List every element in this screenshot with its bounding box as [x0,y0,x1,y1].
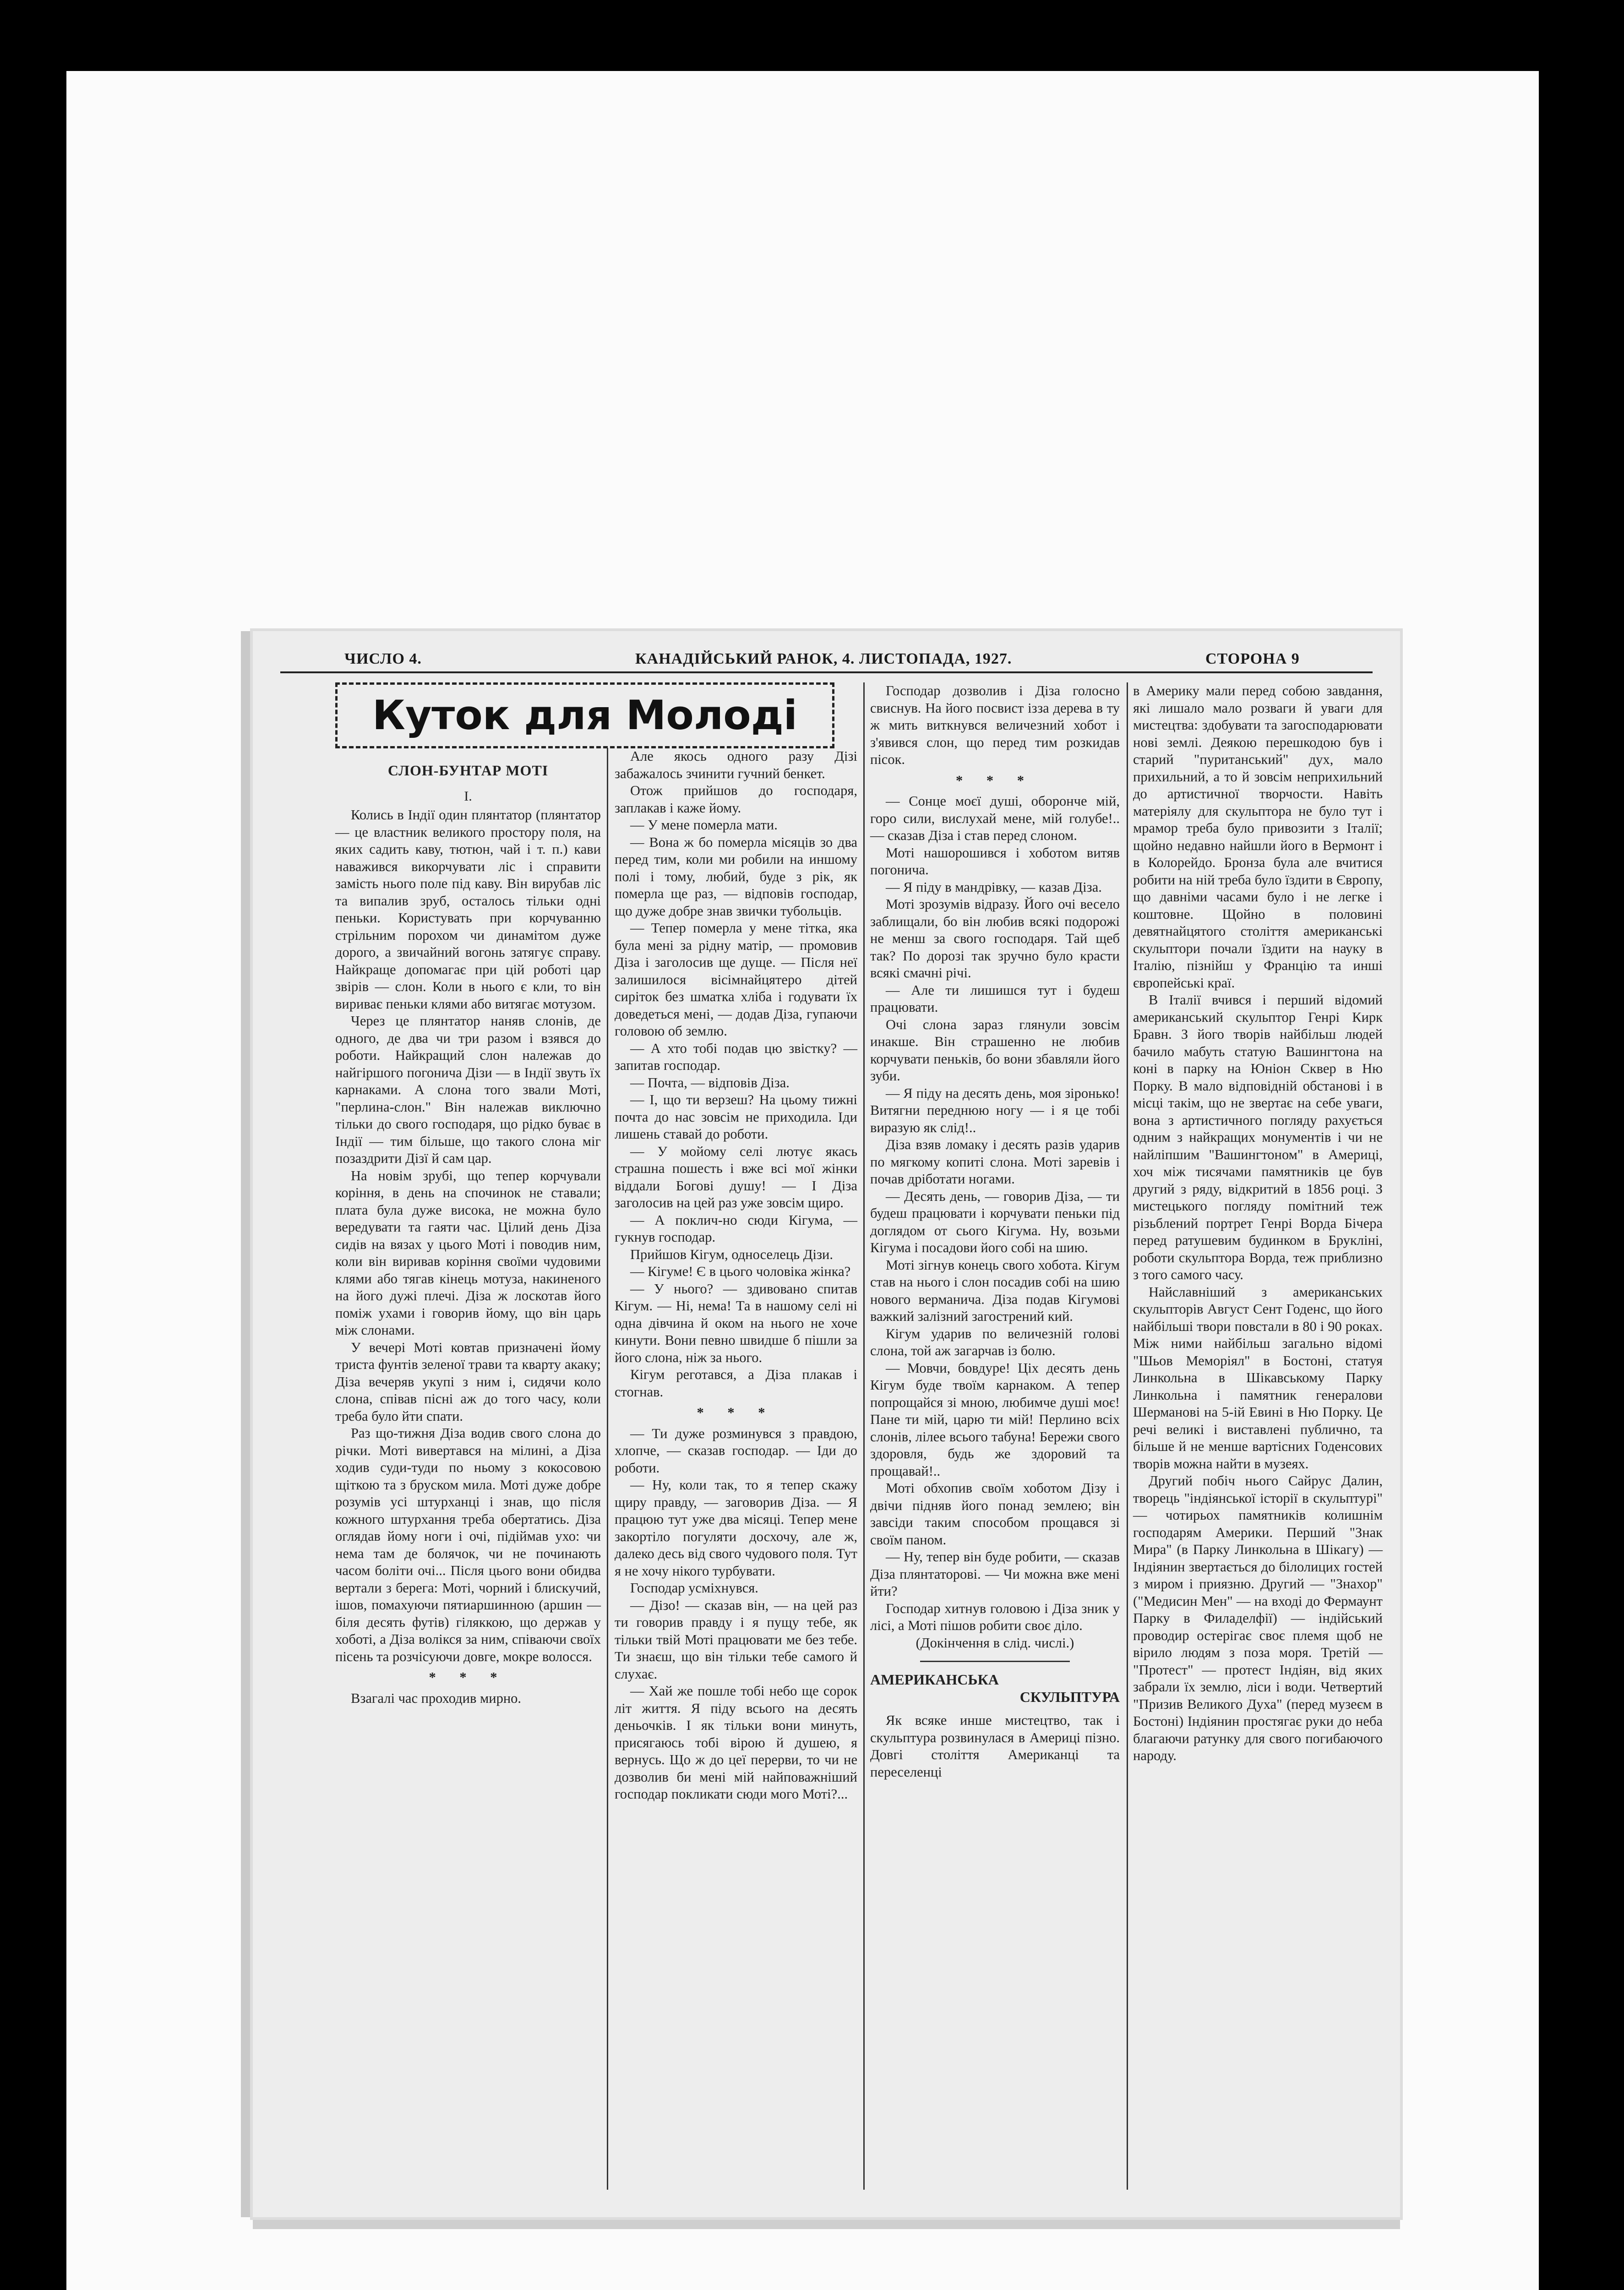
paragraph: Але якось одного разу Дізі забажалось зчинити гучний бенкет. [615,748,857,781]
column-2 [615,748,857,2190]
paragraph: — Сонце моєї душі, оборонче мій, горо сили, вислухай мене, мій голубе!.. — сказав Діза і став перед слоном. [870,793,1120,843]
paragraph: — Ти дуже розминувся з правдою, хлопче, — сказав господар. — Іди до роботи. [615,1425,857,1476]
paragraph: в Америку мали перед собою завдання, які лишало мало розваги й уваги для мистецтва: здобувати та загосподарювати нові землі. Деякою перешкодою був і старий "пуританський" дух, мало прихильний, а то й зовсім неприхильний до артистичної творчости. Навіть матеріялу для скульптора не було тут і мрамор треба було привозити з Італії; щойно недавно найшли його в Вермонт і в Колорейдо. Бронза була але вчитися робити на ній треба було їздити в Європу, що давніми часами було і не легке і коштовне. Щойно в половині девятнайцятого століття американські скульптори почали їздити на науку в Італію, пізнійш у Францію та инші європейські краї. [1133,683,1383,991]
paragraph: — Тепер померла у мене тітка, яка була мені за рідну матір, — промовив Діза і заголосив ще дуще. — Після неї залишилося вісімнайцятеро дітей сиріток без шматка хліба і годувати їх доведеться мені, — додав Діза, гупаючи головою об землю. [615,920,857,1039]
paragraph: Найславніший з американських скульпторів Август Сент Годенс, що його найбільші твори повстали в 80 і 90 роках. Між ними найбільш загально відомі "Шьов Меморіял" в Бостоні, статуя Линкольна в Шікавському Парку Линкольна і памятник генералови Шерманові на 5-ій Евині в Ню Порку. Це речі великі і виставлені публично, та більше й не менше вартісних Годенсових творів можна найти в музеях. [1133,1284,1383,1472]
paragraph: Раз що-тижня Діза водив свого слона до річки. Моті вивертався на мілині, а Діза ходив суди-туди по ньому з кокосовою щіткою та з бруском мила. Моті дуже добре розумів усі штурханці і знав, що після кожного штурхання треба обертатись. Діза оглядав йому ноги і очі, підіймав ухо: чи нема там де болячок, чи не починають часом боліти очі... Після цього вони обидва вертали з берега: Моті, чорний і блискучий, ішов, помахуючи пятиаршинною (аршин — біля десять футів) гіляккою, що держав у хоботі, а Діза волікся за ним, співаючи своїх пісень та розчісуючи довге, мокре волосся. [335,1425,601,1664]
paragraph: У вечері Моті ковтав призначені йому триста фунтів зеленої трави та кварту акаку; Діза вечеряв укупі з ним і, сидячи коло слона, співав пісні аж до того часу, коли треба було йти спати. [335,1339,601,1424]
paragraph: — А поклич-но сюди Кігума, — гукнув господар. [615,1212,857,1245]
paragraph: Як всяке инше мистецтво, так і скульптура розвинулася в Америці пізно. Довгі століття Американці та переселенці [870,1712,1120,1780]
paragraph: Другий побіч нього Сайрус Далин, творець "індіянської історії в скульптурі" — чотирьох памятників колишнім господарям Америки. Перший "Знак Мира" (в Парку Линкольна в Шікагу) — Індіянин звертається до білолицих гостей з миром і приязню. Другий — "Знахор" ("Медисин Мен" — на вході до Фермаунт Парку в Филаделфії) — індійський проводир остерігає своє племя щоб не вірило людям з поза моря. Третій — "Протест" — протест Індіян, від яких забрали їх землю, ліси і води. Четвертий "Призив Великого Духа" (перед музеєм в Бостоні) Індіянин простягає руки до неба благаючи ратунку для свого погибаючого народу. [1133,1473,1383,1763]
paragraph: — Я піду на десять день, моя зіронько! Витягни переднюю ногу — і я це тобі виразую як слід!.. [870,1085,1120,1135]
paragraph: — Вона ж бо померла місяців зо два перед тим, коли ми робили на иншому полі і тому, любий, буде з рік, як померла ще раз, — відповів господар, що дуже добре знав звички тубольців. [615,834,857,919]
paragraph: На новім зрубі, що тепер корчували коріння, в день на спочинок не ставали; плата була дуже висока, не можна було вередувати та гаяти час. Цілий день Діза сидів на вязах у цього Моті і поводив ним, коли він виривав коріння своїми чудовими клями або тягав кінець мотуза, накиненого на його дужі плечі. Діза ж лоскотав його поміж ухами і говорив йому, що він царь між слонами. [335,1167,601,1338]
paragraph: — І, що ти верзеш? На цьому тижні почта до нас зовсім не приходила. Іди лишень ставай до роботи. [615,1092,857,1142]
paragraph: Господар хитнув головою і Діза зник у лісі, а Моті пішов робити своє діло. [870,1600,1120,1633]
paragraph: Моті зігнув конець свого хобота. Кігум став на нього і слон посадив собі на шию нового верманича. Діза подав Кігумові важкий залізний загострений кий. [870,1257,1120,1324]
paragraph: — У мойому селі лютує якась страшна пошесть і вже всі мої жінки віддали Богові душу! — І Діза заголосив на цей раз уже зовсім щиро. [615,1143,857,1210]
header-rule [280,671,1373,673]
section-divider [920,1661,1070,1662]
column-4 [1133,682,1383,2190]
paragraph: — Ну, тепер він буде робити, — сказав Діза плянтаторові. — Чи можна вже мені йти? [870,1549,1120,1599]
paragraph: — Почта, — відповів Діза. [630,1074,790,1090]
paragraph: — Ну, коли так, то я тепер скажу щиру правду, — заговорив Діза. — Я працюю тут уже два місяці. Тепер мене закортіло погуляти досхочу, але ж, далеко десь від свого чудового поля. Тут я не хочу нікого турбувати. [615,1477,857,1579]
paragraph: — У мене померла мати. [630,817,778,833]
paragraph: — Мовчи, бовдуре! Ціх десять день Кігум буде твоїм карнаком. А тепер попрощайся зі мною, любимче душі моє! Пане ти мій, царю ти мій! Перлино всіх слонів, лілее всього табуна! Бережи свого здоровля, будь же здоровий та прощавай!.. [870,1360,1120,1479]
article-title-line2: СКУЛЬПТУРА [1019,1688,1120,1705]
story-part: I. [464,788,472,804]
column-rule [607,748,608,2190]
column-rule [863,682,865,2190]
paragraph: Отож прийшов до господаря, заплакав і каже йому. [615,783,857,816]
separator-stars: * * * [429,1669,507,1685]
paragraph: Господар усміхнувся. [630,1580,758,1596]
paragraph: — Але ти лишишся тут і будеш працювати. [870,982,1120,1015]
separator-stars: * * * [697,1405,775,1420]
issue-number: ЧИСЛО 4. [344,650,422,667]
paragraph: — А хто тобі подав цю звістку? — запитав господар. [615,1040,857,1073]
paragraph: Кігум ударив по величезній голові слона, той аж загарчав із болю. [870,1325,1120,1358]
paragraph: Через це плянтатор наняв слонів, де одного, де два чи три разом і взявся до роботи. Найкращий слон належав до найгіршого погонича Дізи — в Індії звуть їх карнаками. А слона того звали Моті, "перлина-слон." Він належав виключно тільки до свого господаря, що рідко буває в Індії — тим більше, що такого слона міг позаздрити Дізї й сам цар. [335,1013,601,1166]
paragraph: Очі слона зараз глянули зовсім инакше. Він страшенно не любив корчувати пеньків, бо вони збавляли його зуби. [870,1016,1120,1084]
paper-title: КАНАДІЙСЬКИЙ РАНОК, 4. ЛИСТОПАДА, 1927. [635,650,1012,667]
column-3 [870,682,1120,2190]
paragraph: В Італії вчився і перший відомий американський скульптор Генрі Кирк Бравн. З його творів найбільш людей бачило мабуть статую Вашингтона на коні в парку на Юніон Сквер в Ню Порку. В мало відповідній обстанові і в місці такім, що не звертає на себе уваги, вона з артистичного погляду рахується одним з найкращих монументів і чи не найліпшим "Вашингтоном" в Америці, хоч між тисячами памятників це був другий з ряду, відкритий в 1856 році. З мистецького погляду помітний теж різьблений портрет Генрі Ворда Бічера перед ратушевим будинком в Брукліні, роботи скульптора Ворда, теж приблизно з того самого часу. [1133,992,1383,1282]
column-rule [1127,682,1128,2190]
paragraph: Моті нашорошився і хоботом витяв погонича. [870,845,1120,878]
paragraph: Прийшов Кігум, односелець Дізи. [630,1246,833,1262]
paragraph: — Я піду в мандрівку, — казав Діза. [886,879,1102,895]
page-number: СТОРОНА 9 [1205,650,1300,667]
paragraph: Моті обхопив своїм хоботом Дізу і двічи підняв його понад землею; він завсіди таким способом прощався зі своїм паном. [870,1480,1120,1548]
story-title: СЛОН-БУНТАР МОТІ [387,762,549,779]
paragraph: — Хай же пошле тобі небо ще сорок літ життя. Я піду всього на десять деньочків. І як тільки вони минуть, присягаюсь тобі вірою й душею, я вернусь. Що ж до цеї перерви, то чи не дозволив би мені мій найповажніший господар покликати сюди мого Моті?... [615,1683,857,1802]
paragraph: — Десять день, — говорив Діза, — ти будеш працювати і корчувати пеньки під доглядом от сього Кігума. Ну, возьми Кігума і посадови його собі на шию. [870,1188,1120,1255]
separator-stars: * * * [956,772,1034,788]
section-title: Куток для Молоді [335,682,834,748]
paragraph: — Дізо! — сказав він, — на цей раз ти говорив правду і я пущу тебе, як тільки твій Моті працювати ме без тебе. Ти знаєш, що він тільки тебе самого й слухає. [615,1597,857,1682]
page-header [253,631,1400,667]
paragraph: Колись в Індії один плянтатор (плянтатор — це властник великого простору поля, на яких садить каву, тютюн, чай і т. п.) кави наважився викорчувати ліс і справити замість нього поле під каву. Він вирубав ліс та випалив зруб, осталось тільки одні пеньки. Користувать при корчуванню стрільним порохом чи динамітом дуже дорого, а звичайний вогонь затягує справу. Найкраще допомагає при цій роботі цар звірів — слон. Коли в нього є кли, то він вириває пеньки клями або витягає мотузом. [335,807,601,1012]
paragraph: — Кігуме! Є в цього чоловіка жінка? [630,1264,851,1279]
paragraph: Моті зрозумів відразу. Його очі весело заблищали, бо він любив всякі подорожі не менш за свого господаря. Тай щеб так? По дорозі так зручно було красти всякі смачні річі. [870,896,1120,981]
paragraph: Кігум реготався, а Діза плакав і стогнав. [615,1367,857,1400]
paragraph: Взагалі час проходив мирно. [351,1690,522,1706]
newspaper-page [253,631,1400,2217]
continued-note: (Докінчення в слід. числі.) [916,1635,1074,1651]
paragraph: Господар дозволив і Діза голосно свиснув. На його посвист ізза дерева в ту ж мить виткнувся величезний хобот і з'явився слон, що перед тим розкидав пісок. [870,683,1120,767]
paragraph: Діза взяв ломаку і десять разів ударив по мягкому копиті слона. Моті заревів і почав дріботати ногами. [870,1137,1120,1187]
article-title-line1: АМЕРИКАНСЬКА [870,1671,999,1688]
paragraph: — У нього? — здивовано спитав Кігум. — Ні, нема! Та в нашому селі ні одна дівчина й оком на нього не хоче кинути. Вони певно швидше б пішли за його слона, ніж за нього. [615,1281,857,1365]
